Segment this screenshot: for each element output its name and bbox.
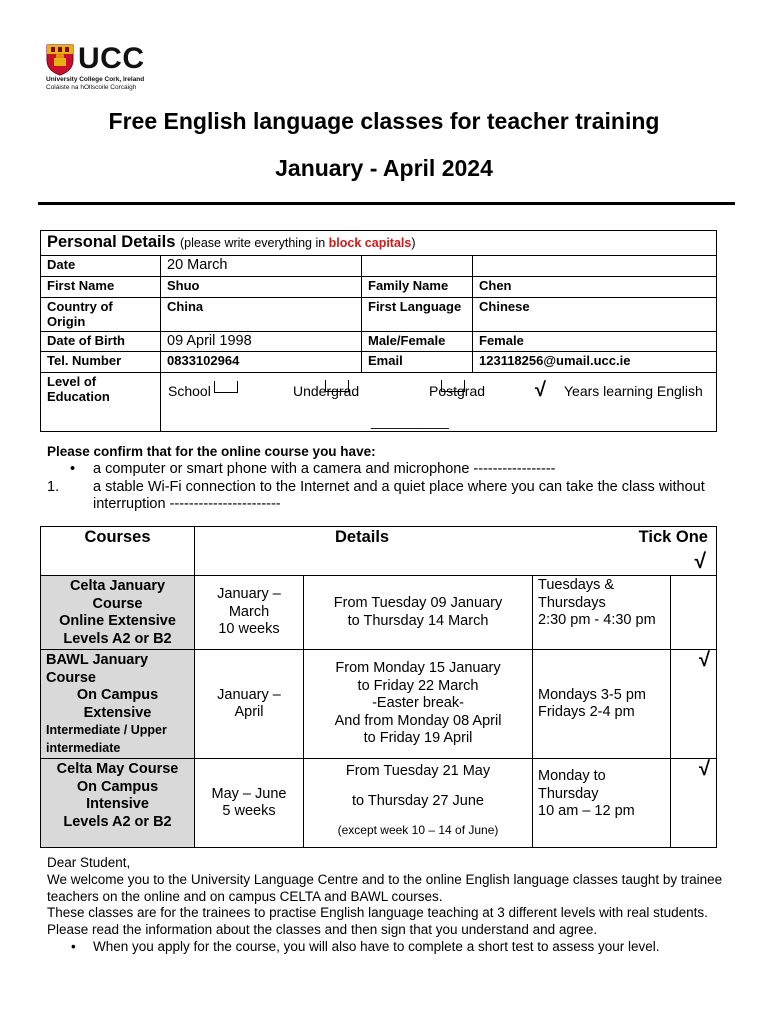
period-text: January – April bbox=[217, 686, 281, 720]
ucc-logo bbox=[46, 44, 156, 92]
letter-paragraph: These classes are for the trainees to practise English language teaching at 3 different levels with real students. bbox=[47, 905, 708, 921]
tel-label: Tel. Number bbox=[41, 352, 161, 373]
course-times bbox=[533, 759, 671, 848]
letter-bullet: • When you apply for the course, you will also have to complete a short test to assess your level. bbox=[47, 939, 727, 956]
course-period bbox=[195, 759, 304, 848]
period-text: January – March bbox=[217, 586, 281, 620]
date-field[interactable]: 20 March bbox=[161, 256, 362, 277]
page-subtitle: January - April 2024 bbox=[275, 155, 493, 181]
years-learning-field[interactable]: __________ bbox=[371, 413, 449, 429]
logo-subtitle-english: University College Cork, Ireland bbox=[46, 76, 145, 83]
checkbox-icon[interactable] bbox=[214, 381, 238, 393]
personal-details-header: Personal Details (please write everything in block capitals) bbox=[41, 231, 717, 256]
years-learning-label: Years learning English bbox=[564, 383, 703, 399]
course-times bbox=[533, 576, 671, 650]
bullet-icon: • bbox=[70, 461, 76, 477]
page-title: Free English language classes for teacher training bbox=[108, 108, 660, 134]
course-tick-cell[interactable] bbox=[671, 650, 717, 759]
times-line: 2:30 pm - 4:30 pm bbox=[538, 612, 656, 628]
course-dates bbox=[304, 650, 533, 759]
confirm-item-2-number: 1. bbox=[47, 479, 60, 495]
email-label: Email bbox=[362, 352, 473, 373]
course-mode: On Campus Extensive bbox=[76, 687, 159, 721]
confirm-item-1-text: a computer or smart phone with a camera and microphone ----------------- bbox=[93, 461, 556, 477]
dates-line: From Tuesday 09 January bbox=[333, 595, 503, 611]
times-line: Monday to Thursday bbox=[538, 768, 606, 802]
course-dates bbox=[304, 759, 533, 848]
course-row bbox=[41, 759, 717, 848]
tick-icon: √ bbox=[535, 379, 546, 401]
confirm-heading: Please confirm that for the online course you have: bbox=[47, 444, 376, 459]
course-tick-cell[interactable] bbox=[671, 759, 717, 848]
first-name-field[interactable]: Shuo bbox=[161, 277, 362, 298]
tick-one-header-text: Tick One bbox=[638, 528, 708, 546]
education-postgrad-option[interactable]: Postgrad bbox=[429, 383, 465, 399]
course-row bbox=[41, 650, 717, 759]
education-label: Level of Education bbox=[41, 373, 161, 432]
family-name-label: Family Name bbox=[362, 277, 473, 298]
dates-line: to Friday 19 April bbox=[363, 730, 473, 747]
family-name-field[interactable]: Chen bbox=[473, 277, 717, 298]
confirm-item-2-text: a stable Wi-Fi connection to the Internet and a quiet place where you can take the class without interruption ----------------------- bbox=[93, 479, 705, 512]
course-name bbox=[41, 650, 195, 759]
course-period bbox=[195, 650, 304, 759]
course-dates bbox=[304, 576, 533, 650]
course-level: Intermediate / Upper intermediate bbox=[46, 723, 167, 755]
letter-paragraph: We welcome you to the University Language Centre and to the online English language classes taught by trainee teachers on the online and on campus CELTA and BAWL courses. bbox=[47, 871, 723, 904]
course-mode: On Campus Intensive bbox=[76, 778, 159, 812]
checkbox-icon[interactable] bbox=[441, 380, 465, 392]
email-field[interactable]: 123118256@umail.ucc.ie bbox=[473, 352, 717, 373]
course-mode: Online Extensive bbox=[59, 613, 176, 629]
date-label: Date bbox=[41, 256, 161, 277]
education-school-option[interactable]: School bbox=[168, 383, 238, 399]
dob-field[interactable]: 09 April 1998 bbox=[161, 332, 362, 352]
dates-line: to Thursday 14 March bbox=[347, 612, 489, 629]
gender-field[interactable]: Female bbox=[473, 332, 717, 352]
gender-label: Male/Female bbox=[362, 332, 473, 352]
courses-column-header: Courses bbox=[41, 527, 195, 576]
first-language-field[interactable]: Chinese bbox=[473, 298, 717, 332]
course-level: Levels A2 or B2 bbox=[63, 630, 172, 647]
times-line: Fridays 2-4 pm bbox=[538, 704, 635, 720]
course-name bbox=[41, 759, 195, 848]
period-text: May – June bbox=[211, 785, 287, 802]
personal-details-table bbox=[40, 230, 717, 432]
details-column-header bbox=[195, 527, 717, 576]
tick-icon: √ bbox=[699, 758, 710, 780]
course-period bbox=[195, 576, 304, 650]
title-divider bbox=[38, 202, 735, 205]
empty-cell bbox=[362, 256, 473, 277]
dates-line: to Friday 22 March bbox=[357, 677, 479, 694]
country-label: Country of Origin bbox=[41, 298, 161, 332]
dob-label: Date of Birth bbox=[41, 332, 161, 352]
dates-line: -Easter break- bbox=[372, 695, 464, 712]
tick-icon: √ bbox=[699, 649, 710, 671]
empty-cell bbox=[473, 256, 717, 277]
first-language-label: First Language bbox=[362, 298, 473, 332]
details-header-text: Details bbox=[335, 528, 390, 546]
course-title: BAWL January Course bbox=[46, 652, 149, 686]
dates-line: From Tuesday 21 May bbox=[345, 763, 491, 779]
course-name bbox=[41, 576, 195, 650]
country-field[interactable]: China bbox=[161, 298, 362, 332]
times-line: Tuesdays & Thursdays bbox=[538, 577, 615, 611]
checkbox-icon[interactable] bbox=[325, 380, 349, 392]
dates-note: (except week 10 – 14 of June) bbox=[337, 823, 499, 837]
education-undergrad-option[interactable]: Undergrad bbox=[293, 383, 349, 399]
course-title: Celta May Course bbox=[56, 761, 179, 777]
course-tick-cell[interactable] bbox=[671, 576, 717, 650]
course-title: Celta January Course bbox=[69, 578, 166, 612]
ucc-crest-icon bbox=[46, 44, 74, 76]
times-line: Mondays 3-5 pm bbox=[538, 686, 646, 703]
dates-line: And from Monday 08 April bbox=[334, 712, 502, 729]
dates-line: to Thursday 27 June bbox=[352, 792, 484, 809]
tick-icon: √ bbox=[694, 550, 706, 573]
course-level: Levels A2 or B2 bbox=[63, 813, 172, 830]
welcome-letter bbox=[47, 855, 727, 956]
course-times bbox=[533, 650, 671, 759]
first-name-label: First Name bbox=[41, 277, 161, 298]
logo-wordmark: UCC bbox=[78, 42, 145, 75]
education-options bbox=[161, 373, 717, 432]
logo-subtitle-irish: Coláiste na hOllscoile Corcaigh bbox=[46, 84, 137, 91]
period-length: 5 weeks bbox=[222, 803, 276, 819]
courses-table bbox=[40, 526, 717, 848]
course-row bbox=[41, 576, 717, 650]
times-line: 10 am – 12 pm bbox=[538, 803, 635, 819]
period-length: 10 weeks bbox=[218, 621, 280, 638]
letter-greeting: Dear Student, bbox=[47, 855, 131, 870]
letter-paragraph: Please read the information about the classes and then sign that you understand and agree. bbox=[47, 922, 598, 938]
dates-line: From Monday 15 January bbox=[335, 660, 501, 677]
tel-field[interactable]: 0833102964 bbox=[161, 352, 362, 373]
confirm-item-1 bbox=[70, 461, 556, 477]
